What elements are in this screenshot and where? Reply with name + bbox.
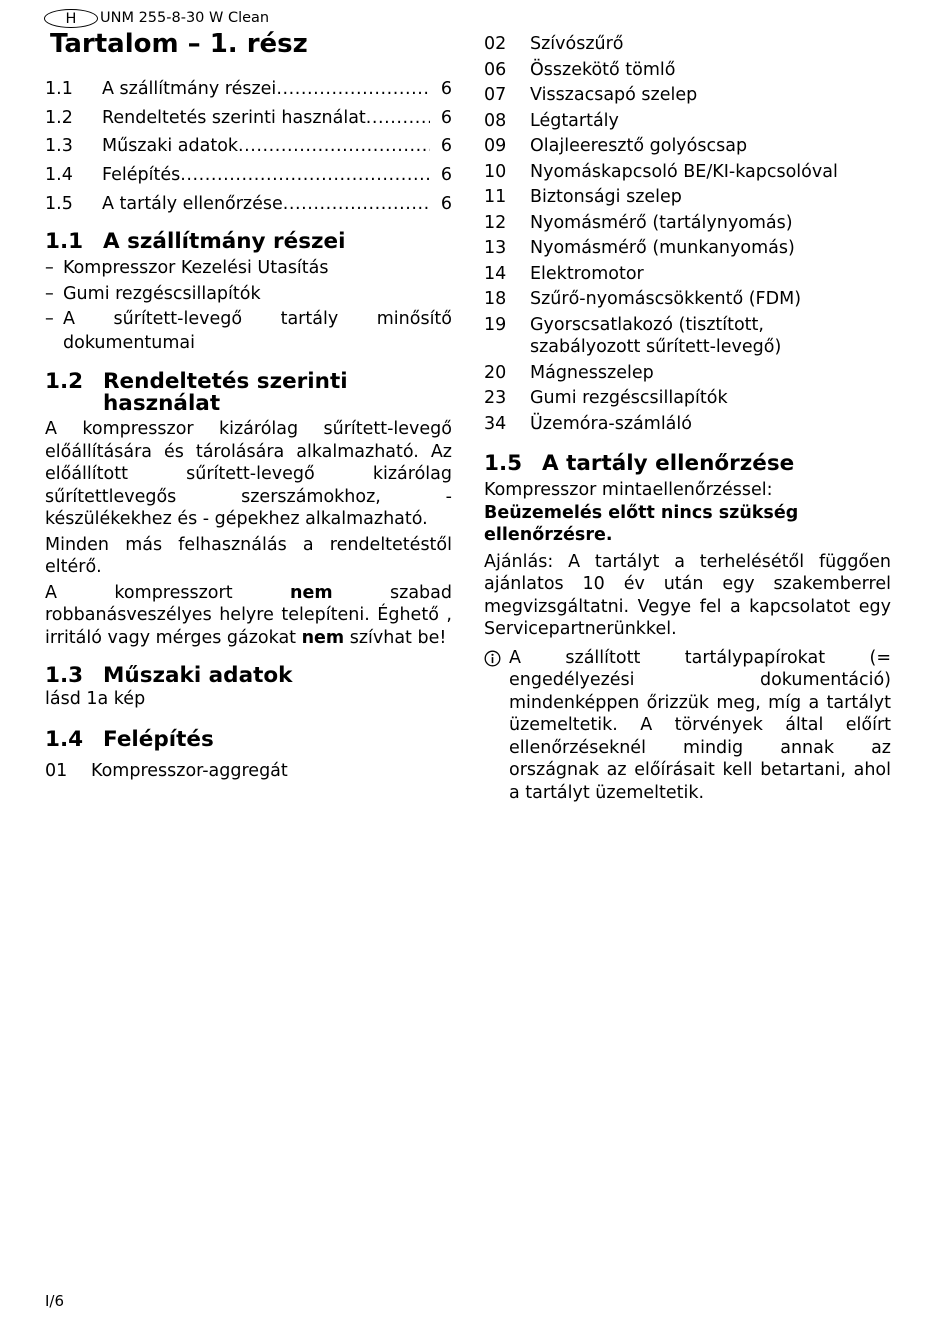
part-number: 01 (45, 760, 68, 781)
text-run: A kompresszort (45, 582, 291, 603)
part-row (484, 314, 891, 359)
model-name: UNM 255-8-30 W Clean (100, 9, 270, 26)
text-run: Kompresszor mintaellenőrzéssel: (484, 480, 773, 500)
info-icon (484, 647, 509, 805)
paragraph (45, 582, 452, 650)
part-row (484, 33, 891, 56)
toc-number: 1.4 (45, 165, 73, 186)
toc-entry[interactable] (45, 75, 452, 104)
part-number: 08 (484, 110, 507, 131)
part-label: Biztonsági szelep (530, 187, 682, 207)
part-number: 09 (484, 136, 507, 156)
part-row (484, 387, 891, 410)
part-number: 07 (484, 85, 507, 105)
part-number: 23 (484, 388, 507, 408)
section-number: 1.4 (45, 726, 84, 752)
part-row (484, 237, 891, 260)
toc-leader (366, 107, 430, 130)
list-dash: – (45, 258, 54, 279)
part-row (484, 59, 891, 82)
part-label: Kompresszor-aggregát (91, 760, 288, 781)
paragraph: Ajánlás: A tartályt a terhelésétől függően ajánlatos 10 év után egy szakemberrel megvizsgáltatni. Vegye fel a kapcsolatot egy Servicepartnerünkkel. (484, 551, 891, 639)
part-number: 20 (484, 362, 507, 383)
part-label: Gyorscsatlakozó (tisztított, szabályozott sűrített-levegő) (530, 314, 782, 357)
toc-entry[interactable] (45, 132, 452, 161)
part-number: 19 (484, 314, 507, 335)
part-label: Elektromotor (530, 263, 644, 284)
part-row (484, 263, 891, 286)
section-title: Felépítés (103, 726, 214, 752)
part-number: 34 (484, 413, 507, 434)
part-row (484, 84, 891, 107)
info-note (484, 647, 891, 805)
section-heading (484, 453, 891, 475)
part-row (484, 110, 891, 133)
section-title: Műszaki adatok (103, 663, 293, 689)
toc-number: 1.1 (45, 79, 73, 100)
list-dash: – (45, 309, 54, 330)
page-number: I/6 (45, 1292, 65, 1310)
page-header (44, 6, 269, 30)
part-label: Üzemóra-számláló (530, 413, 692, 434)
part-row (484, 212, 891, 235)
toc-page: 6 (440, 136, 452, 157)
part-row (484, 186, 891, 209)
list-item-text: Kompresszor Kezelési Utasítás (63, 258, 329, 279)
toc-leader (238, 135, 430, 158)
toc-leader (180, 164, 430, 187)
toc-entry[interactable] (45, 190, 452, 219)
part-number: 02 (484, 34, 507, 54)
toc-page: 6 (440, 79, 452, 100)
part-number: 10 (484, 161, 507, 182)
toc-leader (283, 193, 430, 216)
part-row (484, 288, 891, 311)
part-row (484, 362, 891, 385)
toc-entry[interactable] (45, 161, 452, 190)
toc-page: 6 (440, 193, 452, 214)
text-run: szabad robbanásveszélyes helyre telepíteni. Éghető , irritáló vagy mérges gázokat (45, 582, 452, 648)
section-title: A tartály ellenőrzése (542, 451, 795, 476)
list-dash: – (45, 283, 54, 304)
page-title: Tartalom – 1. rész (50, 29, 308, 59)
toc-leader (276, 78, 430, 101)
part-row (484, 161, 891, 184)
part-number: 11 (484, 187, 507, 207)
section-title: A szállítmány részei (103, 229, 346, 255)
section-number: 1.5 (484, 451, 523, 476)
part-row (484, 135, 891, 158)
parts-list (484, 33, 891, 435)
list-item (45, 257, 452, 281)
paragraph: A kompresszor kizárólag sűrített-levegő előállítására és tárolására alkalmazható. Az előállított sűrített-levegő kizárólag sűrítettlevegős szerszámokhoz, - készülékekhez és - gépekhez alkalmazható. (45, 419, 452, 530)
section-number: 1.3 (45, 663, 84, 689)
toc-entry[interactable] (45, 104, 452, 133)
section-heading (45, 371, 452, 415)
toc-number: 1.2 (45, 107, 73, 128)
toc-number: 1.5 (45, 193, 73, 214)
part-label: Légtartály (530, 110, 619, 131)
toc-label: Felépítés (102, 165, 181, 186)
toc-page: 6 (440, 107, 452, 128)
part-label: Szűrő-nyomáscsökkentő (FDM) (530, 289, 802, 309)
part-label: Nyomáskapcsoló BE/KI-kapcsolóval (530, 161, 838, 182)
left-column (45, 75, 452, 782)
toc-label: A tartály ellenőrzése (102, 193, 283, 214)
part-number: 18 (484, 289, 507, 309)
delivery-list (45, 257, 452, 355)
list-item (45, 308, 452, 355)
section-number: 1.1 (45, 229, 84, 255)
part-row (45, 760, 452, 783)
part-label: Mágnesszelep (530, 362, 654, 383)
part-label: Szívószűrő (530, 34, 624, 54)
info-text: A szállított tartálypapírokat (= engedélyezési dokumentáció) mindenképpen őrizzük meg, míg a tartályt üzemeltetik. A törvények által előírt ellenőrzéseknél mindig annak az országnak az előírásait kell betartani, ahol a tartályt üzemeltetik. (509, 647, 891, 803)
part-label: Visszacsapó szelep (530, 85, 698, 105)
part-label: Nyomásmérő (munkanyomás) (530, 238, 795, 258)
section-heading (45, 665, 452, 687)
section-title: Rendeltetés szerinti használat (103, 369, 348, 417)
part-label: Nyomásmérő (tartálynyomás) (530, 212, 793, 233)
part-label: Olajleeresztő golyóscsap (530, 136, 748, 156)
toc-label: Műszaki adatok (102, 136, 239, 157)
text-run: szívhat be! (344, 627, 447, 648)
paragraph: lásd 1a kép (45, 689, 146, 710)
section-heading (45, 726, 452, 752)
list-item-text: A sűrített-levegő tartály minősítő dokumentumai (63, 309, 452, 353)
emphasis: nem (290, 582, 333, 603)
toc-number: 1.3 (45, 136, 73, 157)
toc-label: Rendeltetés szerinti használat (102, 107, 366, 128)
list-item-text: Gumi rezgéscsillapítók (63, 283, 261, 304)
part-number: 14 (484, 263, 507, 284)
paragraph: Minden más felhasználás a rendeltetéstől eltérő. (45, 534, 452, 578)
language-badge: H (44, 9, 98, 28)
list-item (45, 283, 452, 307)
part-row (484, 413, 891, 436)
emphasis: nem (301, 627, 345, 648)
section-number: 1.2 (45, 369, 84, 395)
toc-page: 6 (440, 165, 452, 186)
part-label: Gumi rezgéscsillapítók (530, 388, 728, 408)
right-column (484, 33, 891, 804)
part-number: 13 (484, 238, 507, 258)
part-number: 06 (484, 59, 507, 80)
emphasis: Beüzemelés előtt nincs szükség ellenőrzésre. (484, 502, 799, 545)
table-of-contents (45, 75, 452, 218)
part-label: Összekötő tömlő (530, 59, 676, 80)
section-heading (45, 231, 452, 253)
toc-label: A szállítmány részei (102, 79, 277, 100)
part-number: 12 (484, 212, 507, 233)
paragraph (484, 479, 891, 547)
